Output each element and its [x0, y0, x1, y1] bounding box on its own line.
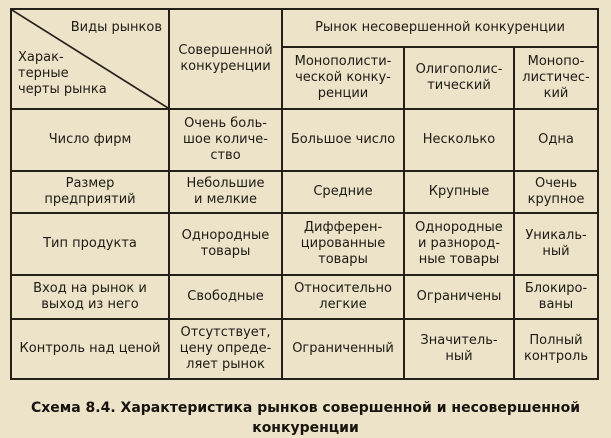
row-feature: Число фирм	[11, 109, 169, 171]
cell-monopolistic: Дифферен- цированные товары	[282, 213, 404, 275]
cell-oligopolistic: Несколько	[404, 109, 514, 171]
header-perfect-competition: Совершенной конкуренции	[169, 9, 282, 109]
row-feature: Вход на рынок и выход из него	[11, 275, 169, 319]
header-monopolistic: Монопо- листичес- кий	[514, 47, 598, 109]
cell-monopoly: Очень крупное	[514, 171, 598, 213]
header-monopolistic-competition: Монополисти- ческой конку- ренции	[282, 47, 404, 109]
cell-oligopolistic: Однородные и разнород- ные товары	[404, 213, 514, 275]
cell-perfect: Однородные товары	[169, 213, 282, 275]
cell-monopoly: Полный контроль	[514, 319, 598, 379]
row-feature: Размер предприятий	[11, 171, 169, 213]
cell-perfect: Свободные	[169, 275, 282, 319]
cell-monopolistic: Относительно легкие	[282, 275, 404, 319]
header-oligopolistic: Олигополис- тический	[404, 47, 514, 109]
market-characteristics-table	[10, 8, 599, 380]
corner-header-features: Харак- терные черты рынка	[18, 50, 107, 97]
cell-monopolistic: Большое число	[282, 109, 404, 171]
figure-caption: Схема 8.4. Характеристика рынков совершенной и несовершенной конкуренции	[30, 400, 581, 436]
cell-monopolistic: Ограниченный	[282, 319, 404, 379]
cell-monopoly: Блокиро- ваны	[514, 275, 598, 319]
cell-monopoly: Уникаль- ный	[514, 213, 598, 275]
table-row	[11, 275, 598, 319]
row-feature: Контроль над ценой	[11, 319, 169, 379]
cell-oligopolistic: Значитель- ный	[404, 319, 514, 379]
cell-perfect: Очень боль- шое количе- ство	[169, 109, 282, 171]
row-feature: Тип продукта	[11, 213, 169, 275]
cell-monopoly: Одна	[514, 109, 598, 171]
cell-perfect: Небольшие и мелкие	[169, 171, 282, 213]
table-row	[11, 109, 598, 171]
cell-oligopolistic: Ограничены	[404, 275, 514, 319]
cell-monopolistic: Средние	[282, 171, 404, 213]
corner-header-cell	[11, 9, 169, 109]
cell-oligopolistic: Крупные	[404, 171, 514, 213]
table-row	[11, 171, 598, 213]
table-row	[11, 319, 598, 379]
cell-perfect: Отсутствует, цену опреде- ляет рынок	[169, 319, 282, 379]
corner-header-markets: Виды рынков	[70, 20, 162, 35]
table-row	[11, 213, 598, 275]
header-imperfect-competition: Рынок несовершенной конкуренции	[282, 9, 598, 47]
